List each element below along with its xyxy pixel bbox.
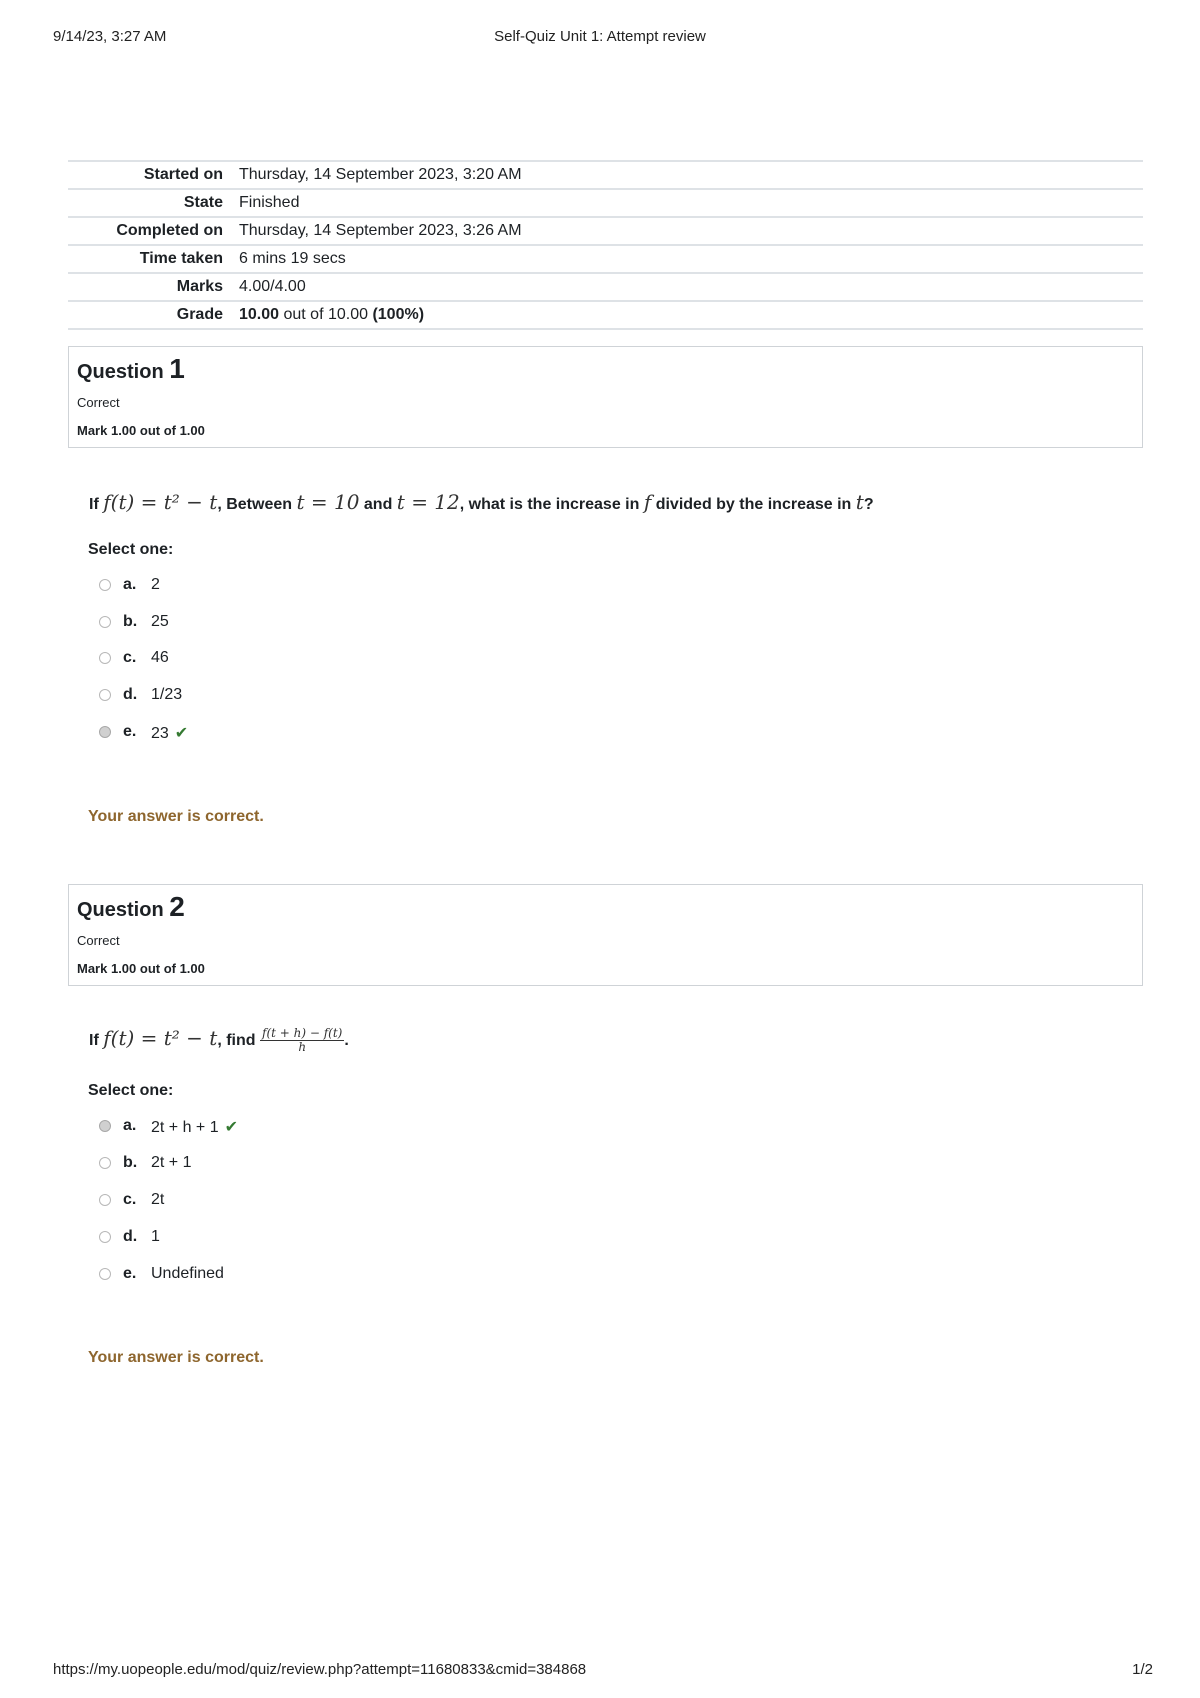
option-text: 2t [151,1191,165,1208]
summary-row-state [68,189,1143,217]
question-number [77,891,185,923]
print-title: Self-Quiz Unit 1: Attempt review [494,28,706,45]
radio-button-selected[interactable] [99,726,111,738]
summary-value: 6 mins 19 secs [239,245,1143,273]
option-text: Undefined [151,1265,224,1282]
question-label: Question [77,361,164,383]
attempt-summary-table [68,160,1143,330]
summary-row-completed [68,217,1143,245]
summary-label: Grade [68,301,239,329]
question-state: Correct [77,933,120,948]
summary-value: Finished [239,189,1143,217]
grade-percent: (100%) [372,306,425,323]
summary-row-time [68,245,1143,273]
radio-button[interactable] [99,1194,111,1206]
qtext-part: . [344,1032,349,1049]
radio-button[interactable] [99,652,111,664]
qtext-part: If [89,496,99,513]
grade-out-of: out of 10.00 [279,306,373,323]
option-letter: c. [123,649,137,666]
qtext-part: ? [863,496,874,513]
question-number [77,353,185,385]
option-text-wrap [151,1117,238,1137]
option-letter: c. [123,1191,137,1208]
radio-button[interactable] [99,689,111,701]
option-letter: d. [123,1228,138,1245]
radio-button[interactable] [99,1157,111,1169]
option-letter: b. [123,1154,138,1171]
radio-button-selected[interactable] [99,1120,111,1132]
question-grade: Mark 1.00 out of 1.00 [77,961,205,976]
qtext-part: , what is the increase in [459,496,640,513]
radio-button[interactable] [99,616,111,628]
math-lower-bound: t = 10 [296,490,360,514]
option-text: 46 [151,649,169,666]
radio-button[interactable] [99,579,111,591]
option-text: 1/23 [151,686,183,703]
option-text: 2 [151,576,160,593]
question-2-info [68,884,1143,986]
correct-check-icon: ✔ [224,1119,239,1136]
correct-check-icon: ✔ [174,725,189,742]
summary-value [239,301,1143,329]
print-url: https://my.uopeople.edu/mod/quiz/review.php?attempt=11680833&cmid=384868 [53,1661,587,1678]
print-header [0,28,1200,48]
radio-button[interactable] [99,1268,111,1280]
summary-row-started [68,161,1143,189]
qtext-part: , Between [217,496,293,513]
question-number-value: 1 [169,353,185,384]
question-1-info [68,346,1143,448]
summary-value: Thursday, 14 September 2023, 3:26 AM [239,217,1143,245]
summary-label: Started on [68,161,239,189]
summary-label: Time taken [68,245,239,273]
question-1-text [89,490,874,514]
math-difference-quotient [260,1027,344,1054]
summary-label: Marks [68,273,239,301]
select-one-prompt: Select one: [88,1082,174,1099]
qtext-part: divided by the increase in [655,496,852,513]
grade-score: 10.00 [239,306,280,323]
summary-label: Completed on [68,217,239,245]
math-f: f [643,490,652,514]
option-text: 2t + h + 1 [151,1119,219,1136]
summary-label: State [68,189,239,217]
math-function-definition: f(t) = t² − t [103,1026,218,1050]
option-text: 2t + 1 [151,1154,192,1171]
question-number-value: 2 [169,891,185,922]
option-text-wrap [151,723,188,743]
option-letter: e. [123,1265,137,1282]
print-date: 9/14/23, 3:27 AM [53,28,167,45]
summary-row-marks [68,273,1143,301]
fraction-denominator: h [298,1040,307,1055]
print-page-number: 1/2 [1132,1661,1153,1678]
math-upper-bound: t = 12 [396,490,460,514]
option-text: 23 [151,725,169,742]
option-letter: a. [123,576,137,593]
question-state: Correct [77,395,120,410]
option-text: 1 [151,1228,160,1245]
summary-value: Thursday, 14 September 2023, 3:20 AM [239,161,1143,189]
option-letter: b. [123,613,138,630]
option-letter: a. [123,1117,137,1134]
select-one-prompt: Select one: [88,541,174,558]
math-t: t [855,490,864,514]
option-text: 25 [151,613,169,630]
question-2-feedback: Your answer is correct. [88,1349,264,1366]
qtext-part: and [363,496,393,513]
option-letter: d. [123,686,138,703]
option-letter: e. [123,723,137,740]
question-label: Question [77,899,164,921]
radio-button[interactable] [99,1231,111,1243]
summary-row-grade [68,301,1143,329]
question-1-feedback: Your answer is correct. [88,808,264,825]
qtext-part: If [89,1032,99,1049]
math-function-definition: f(t) = t² − t [103,490,218,514]
question-grade: Mark 1.00 out of 1.00 [77,423,205,438]
qtext-part: , find [217,1032,256,1049]
question-2-text [89,1026,349,1054]
summary-value: 4.00/4.00 [239,273,1143,301]
fraction-numerator: f(t + h) − f(t) [262,1026,343,1041]
